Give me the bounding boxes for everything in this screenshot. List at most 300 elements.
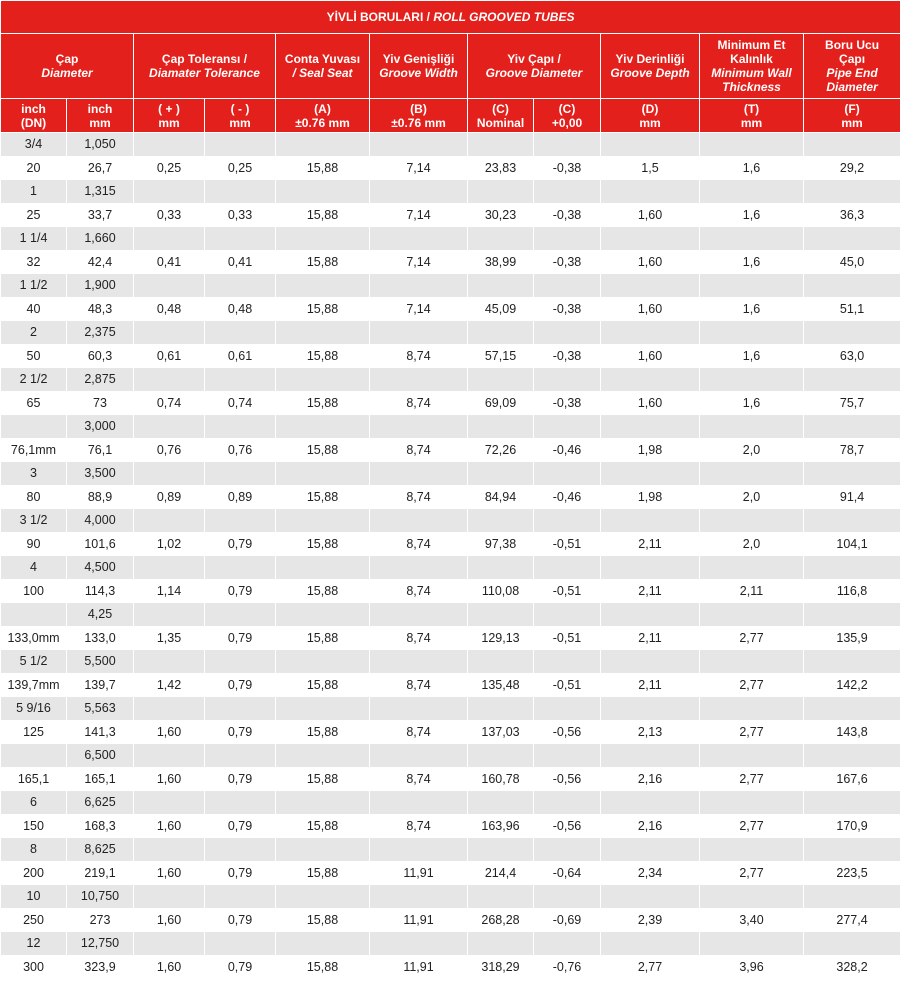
table-cell: 250 [1,908,67,932]
table-cell: 7,14 [370,203,468,227]
header-seal-seat [276,34,370,99]
table-cell: 1,98 [601,485,700,509]
subheader-cell [468,99,534,133]
table-cell [370,133,468,157]
table-cell [804,650,900,674]
subheader-cell [700,99,804,133]
table-cell [468,603,534,627]
table-cell: 1 [1,180,67,204]
table-cell [468,556,534,580]
table-row [1,579,900,603]
table-cell [276,227,370,251]
table-cell [134,697,205,721]
table-cell [804,603,900,627]
table-cell: 26,7 [67,156,134,180]
table-cell [134,227,205,251]
table-cell: 76,1mm [1,438,67,462]
table-cell: 7,14 [370,250,468,274]
table-cell: 142,2 [804,673,900,697]
header-groove-width [370,34,468,99]
table-cell: -0,56 [534,720,601,744]
table-cell: 8,74 [370,814,468,838]
table-cell [700,368,804,392]
header-groove-diameter-en: Groove Diameter [485,66,583,80]
table-cell [134,321,205,345]
header-diameter-en: Diameter [41,66,93,80]
table-cell: 7,14 [370,297,468,321]
header-pipe-end-en1: Pipe End [826,66,878,80]
table-cell: 165,1 [67,767,134,791]
table-cell: 33,7 [67,203,134,227]
table-cell: 57,15 [468,344,534,368]
subheader-line2: mm [639,115,661,130]
subheader-cell [1,99,67,133]
subheader-cell [276,99,370,133]
table-row [1,603,900,627]
table-cell: 88,9 [67,485,134,509]
table-cell [534,838,601,862]
table-cell: 73 [67,391,134,415]
table-cell [205,227,276,251]
table-cell: 75,7 [804,391,900,415]
subheader-row [1,99,900,133]
table-cell [700,415,804,439]
table-cell [134,180,205,204]
table-cell: 12,750 [67,932,134,956]
table-cell [534,932,601,956]
table-cell [468,650,534,674]
table-cell [205,932,276,956]
subheader-cell [205,99,276,133]
table-cell: 8,74 [370,532,468,556]
table-cell: 0,79 [205,955,276,979]
table-cell [804,509,900,533]
table-cell [370,744,468,768]
table-cell: -0,76 [534,955,601,979]
header-diameter [1,34,134,99]
table-cell [700,462,804,486]
table-cell: 150 [1,814,67,838]
table-cell [468,274,534,298]
table-cell [205,603,276,627]
table-cell: -0,51 [534,673,601,697]
table-cell: 1,42 [134,673,205,697]
table-cell: 5,500 [67,650,134,674]
table-cell: 2,77 [700,861,804,885]
table-cell: 80 [1,485,67,509]
table-cell [700,274,804,298]
table-cell [700,321,804,345]
header-groove-width-en: Groove Width [379,66,458,80]
table-cell [134,650,205,674]
table-row [1,274,900,298]
table-cell: 8,625 [67,838,134,862]
table-cell [700,603,804,627]
table-cell: 1,98 [601,438,700,462]
table-row [1,297,900,321]
table-row [1,321,900,345]
table-cell [534,368,601,392]
table-row [1,626,900,650]
table-cell: 0,79 [205,673,276,697]
table-cell [134,462,205,486]
header-diameter-tolerance [134,34,276,99]
table-cell: -0,51 [534,532,601,556]
table-cell: 3 1/2 [1,509,67,533]
table-cell [134,274,205,298]
table-row [1,133,900,157]
table-cell [205,462,276,486]
table-cell [370,556,468,580]
table-cell: 15,88 [276,438,370,462]
table-cell: -0,38 [534,203,601,227]
subheader-line2: mm [740,115,763,130]
subheader-cell [67,99,134,133]
table-row [1,673,900,697]
table-cell: 8,74 [370,344,468,368]
table-cell [370,838,468,862]
table-cell: 15,88 [276,814,370,838]
table-cell [1,415,67,439]
table-cell [370,180,468,204]
table-row [1,462,900,486]
table-cell [370,697,468,721]
table-cell: 110,08 [468,579,534,603]
table-cell: 0,79 [205,908,276,932]
table-cell: 1,6 [700,391,804,415]
table-cell: 0,79 [205,767,276,791]
table-cell [276,462,370,486]
subheader-line1: (C) [558,101,576,116]
table-cell: 2,77 [700,720,804,744]
table-cell [700,697,804,721]
table-cell [468,321,534,345]
header-pipe-end-en2: Diameter [826,80,878,94]
table-cell: 0,48 [134,297,205,321]
table-cell: 1,60 [601,297,700,321]
table-cell [534,227,601,251]
table-cell: 5 1/2 [1,650,67,674]
table-cell [134,603,205,627]
table-cell: 163,96 [468,814,534,838]
table-cell [804,556,900,580]
table-cell: 125 [1,720,67,744]
table-cell: 11,91 [370,861,468,885]
table-cell [276,932,370,956]
table-cell [804,227,900,251]
subheader-line1: ( + ) [158,101,180,116]
table-cell: 2 1/2 [1,368,67,392]
table-cell [276,791,370,815]
table-row [1,156,900,180]
table-cell [601,368,700,392]
table-cell: 10 [1,885,67,909]
table-cell: 2,11 [601,532,700,556]
table-cell [134,415,205,439]
table-cell: 2,11 [700,579,804,603]
table-cell [804,791,900,815]
table-cell: 12 [1,932,67,956]
table-cell [276,368,370,392]
table-cell: 219,1 [67,861,134,885]
table-cell [205,133,276,157]
table-cell [370,509,468,533]
table-cell: 84,94 [468,485,534,509]
table-cell: -0,38 [534,344,601,368]
header-pipe-end-tr1: Boru Ucu [825,38,880,52]
table-cell: 1,14 [134,579,205,603]
table-cell: 0,79 [205,626,276,650]
table-row [1,438,900,462]
table-cell [534,415,601,439]
table-cell: 0,74 [205,391,276,415]
subheader-line2: +0,00 [551,115,583,130]
table-cell: 137,03 [468,720,534,744]
table-cell [370,415,468,439]
header-groove-diameter-tr: Yiv Çapı / [507,52,561,66]
subheader-line2: Nominal [476,115,525,130]
table-cell: 129,13 [468,626,534,650]
table-cell [468,368,534,392]
table-cell: 1,60 [601,203,700,227]
table-cell [534,885,601,909]
header-groove-depth-tr: Yiv Derinliği [615,52,685,66]
table-cell: 51,1 [804,297,900,321]
table-row [1,861,900,885]
table-cell [370,650,468,674]
subheader-cell [601,99,700,133]
table-row [1,485,900,509]
table-cell [205,697,276,721]
table-cell: 116,8 [804,579,900,603]
header-min-wall-en1: Minimum Wall [711,66,792,80]
table-row [1,767,900,791]
subheader-line2: (DN) [20,115,47,130]
table-cell: 3,96 [700,955,804,979]
table-cell [276,321,370,345]
table-cell: 3 [1,462,67,486]
table-body [1,133,900,979]
table-cell: 1,60 [601,250,700,274]
table-cell: 1 1/4 [1,227,67,251]
table-cell: 1,60 [601,344,700,368]
table-cell: 165,1 [1,767,67,791]
table-cell [700,650,804,674]
table-cell: 2,16 [601,767,700,791]
table-cell: 1,60 [134,908,205,932]
table-cell [468,838,534,862]
table-cell: 8 [1,838,67,862]
table-cell [134,932,205,956]
subheader-line2: mm [158,115,180,130]
header-min-wall-tr1: Minimum Et [717,38,786,52]
subheader-line1: (C) [492,101,509,116]
table-cell: 15,88 [276,955,370,979]
table-cell: 32 [1,250,67,274]
table-cell [804,697,900,721]
table-cell [134,791,205,815]
table-cell [534,462,601,486]
table-cell [534,697,601,721]
table-cell [370,603,468,627]
header-min-wall-en2: Thickness [722,80,781,94]
table-row [1,955,900,979]
table-cell: 15,88 [276,203,370,227]
table-cell: 0,41 [205,250,276,274]
table-cell [134,744,205,768]
table-cell: 323,9 [67,955,134,979]
table-cell [601,509,700,533]
table-cell [205,509,276,533]
table-cell [134,838,205,862]
table-row [1,744,900,768]
header-groove-depth-en: Groove Depth [610,66,690,80]
table-cell: 36,3 [804,203,900,227]
table-cell: -0,38 [534,250,601,274]
table-row [1,368,900,392]
table-cell [700,838,804,862]
table-cell [700,744,804,768]
table-cell [134,885,205,909]
table-cell: 0,89 [205,485,276,509]
table-cell: 1,6 [700,156,804,180]
table-cell: 2,77 [700,673,804,697]
table-cell: 1,02 [134,532,205,556]
subheader-line1: (F) [844,101,860,116]
table-cell: 2,39 [601,908,700,932]
table-cell: 223,5 [804,861,900,885]
table-cell: 15,88 [276,579,370,603]
table-cell: 0,79 [205,720,276,744]
table-cell: 135,9 [804,626,900,650]
table-cell: 2,0 [700,532,804,556]
table-cell: 2,0 [700,438,804,462]
subheader-cell [804,99,900,133]
table-cell [1,603,67,627]
table-cell: 6 [1,791,67,815]
table-cell: 200 [1,861,67,885]
table-cell: 101,6 [67,532,134,556]
table-cell: 0,76 [134,438,205,462]
table-cell: 45,0 [804,250,900,274]
table-cell: 1,60 [134,814,205,838]
table-cell: 5 9/16 [1,697,67,721]
table-cell [601,462,700,486]
table-row [1,180,900,204]
table-cell [601,180,700,204]
header-diameter-tolerance-en: Diamater Tolerance [149,66,260,80]
table-cell: 2,13 [601,720,700,744]
header-groove-depth [601,34,700,99]
table-cell [468,462,534,486]
table-cell: 0,33 [134,203,205,227]
table-cell [276,274,370,298]
table-cell: 133,0mm [1,626,67,650]
table-cell: 143,8 [804,720,900,744]
table-cell: 4 [1,556,67,580]
table-row [1,814,900,838]
table-cell: 8,74 [370,720,468,744]
table-cell [205,838,276,862]
table-cell: 1,315 [67,180,134,204]
table-title-row [1,1,900,34]
table-cell: 40 [1,297,67,321]
table-cell: 1,6 [700,344,804,368]
table-cell: 0,48 [205,297,276,321]
table-cell: 2,34 [601,861,700,885]
table-cell: -0,38 [534,156,601,180]
table-cell [205,180,276,204]
table-cell: 0,79 [205,814,276,838]
table-cell: 76,1 [67,438,134,462]
table-cell [534,556,601,580]
table-cell: 15,88 [276,485,370,509]
table-cell [601,791,700,815]
table-cell [468,415,534,439]
table-row [1,203,900,227]
table-cell: 8,74 [370,673,468,697]
subheader-line2: ±0.76 mm [295,115,350,130]
table-cell [276,180,370,204]
table-cell: 4,000 [67,509,134,533]
header-groove-width-tr: Yiv Genişliği [382,52,455,66]
table-cell: 8,74 [370,767,468,791]
table-row [1,838,900,862]
subheader-line1: (B) [410,101,427,116]
table-cell: 63,0 [804,344,900,368]
table-cell: 15,88 [276,673,370,697]
table-cell [700,133,804,157]
table-cell: 4,25 [67,603,134,627]
header-groove-diameter [468,34,601,99]
table-cell: 2,77 [601,955,700,979]
table-cell [468,133,534,157]
table-row [1,650,900,674]
table-row [1,415,900,439]
table-cell: 0,79 [205,532,276,556]
table-cell: 25 [1,203,67,227]
table-cell [601,556,700,580]
table-cell [804,415,900,439]
table-cell: 1,60 [134,720,205,744]
table-cell [601,321,700,345]
table-cell: 11,91 [370,955,468,979]
subheader-line2: mm [841,115,863,130]
table-cell: 11,91 [370,908,468,932]
table-cell [370,791,468,815]
table-cell: 6,625 [67,791,134,815]
table-cell: 1,900 [67,274,134,298]
table-cell [276,133,370,157]
table-cell: 0,41 [134,250,205,274]
table-cell [804,932,900,956]
table-cell: 1,60 [134,767,205,791]
header-diameter-tr: Çap [55,52,79,66]
table-cell: 90 [1,532,67,556]
table-cell [534,791,601,815]
table-cell: 10,750 [67,885,134,909]
table-cell [370,227,468,251]
table-cell: 0,89 [134,485,205,509]
table-cell [468,932,534,956]
table-cell: -0,51 [534,626,601,650]
table-cell: 3,40 [700,908,804,932]
table-cell: 4,500 [67,556,134,580]
table-cell: 15,88 [276,297,370,321]
table-cell: 78,7 [804,438,900,462]
table-cell: 0,61 [134,344,205,368]
table-cell: 7,14 [370,156,468,180]
